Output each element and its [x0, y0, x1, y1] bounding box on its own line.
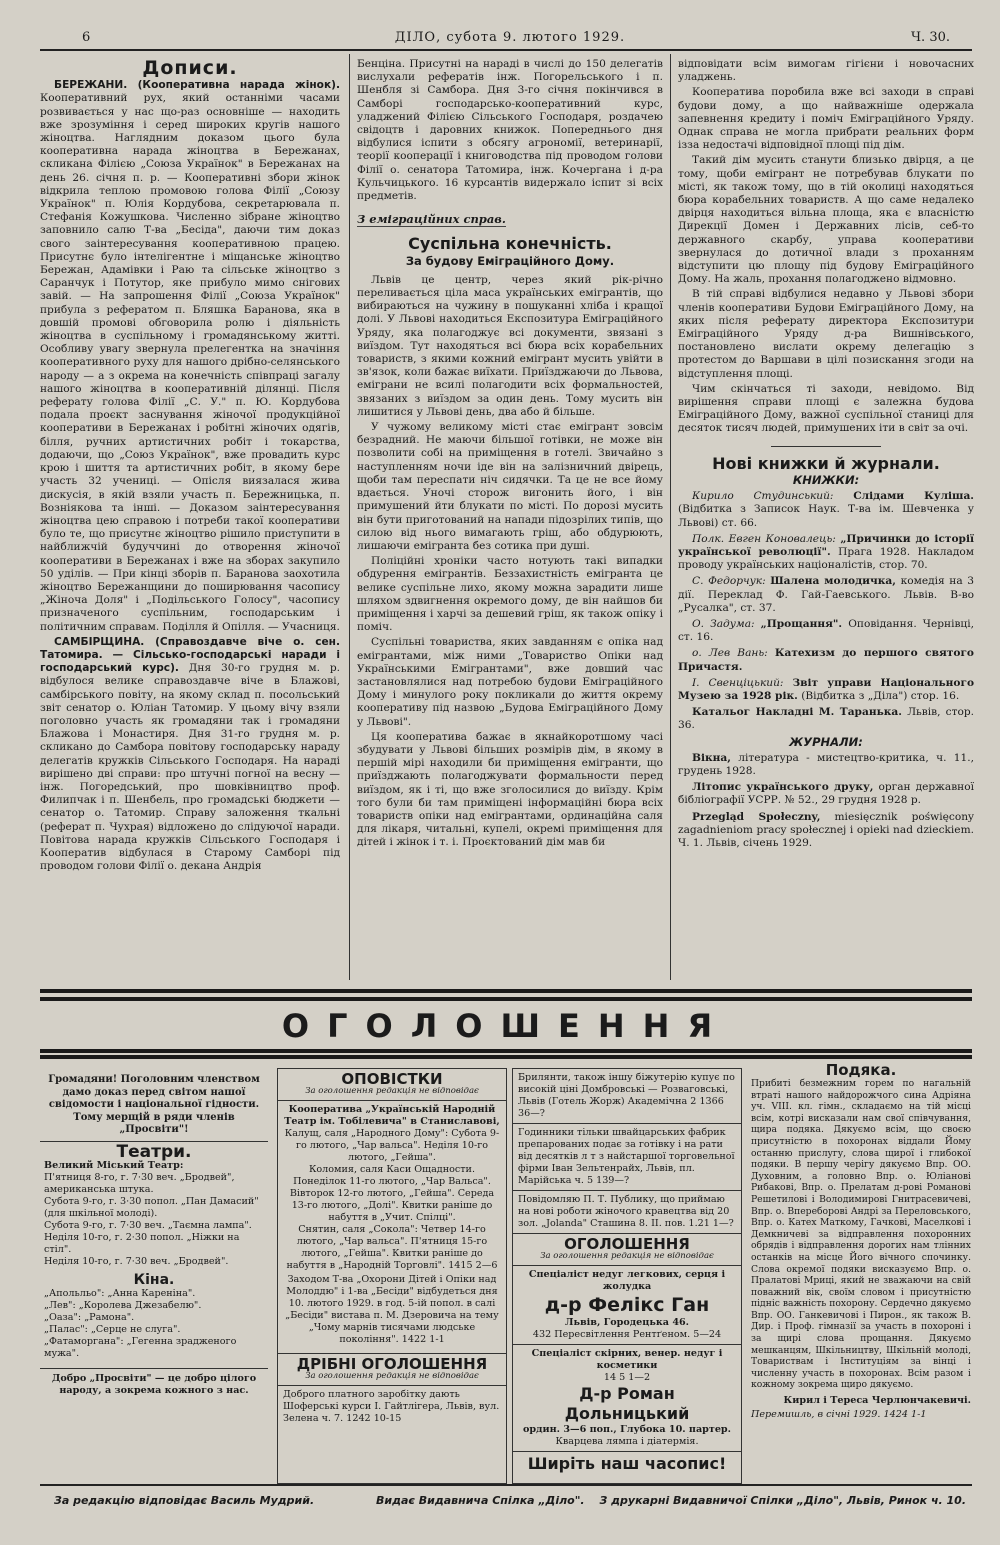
article-text: Кооперативний рух, який останніми часами розвивається у нас що-раз основніше — находить вже зрозуміння і серед широких кругів нашого жіноцтва. Наглядним доказом цього була кооперативна нарада жіноцтва в Бережанах, скликана Філією „Союза Українок" в Бережанах на день 26. січня п. р. — Кооперативні збори жінок відкрила теплою промовою голова Філії „Союзу Українок" п. Юлія Кордубова, секретарювала п. Стефанія Кожушкова. Численно зібране жіноцтво заповнило салю Т-ва „Бесіда", даючи тим доказ свого заінтересування кооперативною працею. Присутнє було інтелігентне і міщанське жіноцтво Бережан, Адамівки і Раю та сільське жіноцтво з Саранчук і Потутор, яке прибуло мимо снігових завій. — На запрошення Філії „Союза Українок" прибула з рефератом п. Бляшка Баранова, яка в довшій промові обговорила ролю і діяльність жіноцтва в суспільному і громадянському житті. Особливу увагу звернула прелегентка на значіння кооперативного руху для нашого дрібно-селянського народу — а з окрема на конечність співпраці загалу нашого жіноцтва в кооперативній ділянці. Після реферату голова Філії „С. У." п. Ю. Кордубова подала проєкт заснування жіночої продукційної кооперативи в Бережанах і робітні жіночих одягів, білля, ручних артистичних робіт і токарства, додаючи, що „Союз Українок", вже провадить курс крою і шиття та артистичних робіт, в якому бере участь 32 учениці. — Опісля виязалася жива дискусія, в якій взяли участь п. Бережницька, п. Возніякова та інші. — Доказом заінтересування жіноцтва цею справою і потреби такої кооперативи було те, що присутнє жіноцтво рішило приступити в найближчій будуччині до отворення жіночої кооперативи в Бережанах і вже на зборах закупило 50 уділів. — При кінці зборів п. Баранова заохотила жіноцтво Бережанщини до поширювання часопису „Жіноча Доля" і „Подільського Голосу", часопису призначеного суспільним, господарським і політичним справам. Поділля й Опілля. — Учасниця.	[40, 92, 340, 633]
disclaimer: За оголошення редакція не відповідає	[278, 1085, 506, 1101]
ad-watches: Годинники тільки швайцарських фабрик препарованих подає за готівку і на рати від десятків л т з найстаршої торговельної фірми Іван Зельтенрайх, Львів, пл. Марійська ч. 5 139—?	[513, 1124, 741, 1191]
article-lead: БЕРЕЖАНИ. (Кооперативна нарада жінок).	[54, 79, 340, 92]
header-rule	[40, 49, 972, 51]
ads-banner	[40, 989, 972, 1057]
article-paragraph: Львів це центр, через який рік-річно переливається ціла маса українських емігрантів, що вибираються на чужину в пошуканні хліба і кращої долі. У Львові находиться Експозитура Еміграційного Уряду, яка полагоджує всі документи, звязані з виїздом. Тут находяться всі бюра всіх корабельних товариств, з якими кожний емігрант мусить увійти в зв'язок, коли бажає виїхати. Приїзджаючи до Львова, еміграни не всилі полагодити всіх формальностей, звязаних з виїздом за один день. Тому мусить він лишитися у Львові день, два або й більше.	[357, 273, 663, 418]
ad-tailoring: Повідомляю П. Т. Публику, що приймаю на нові роботи жіночого кравецтва від 20 зол. „Jolanda" Сташина 8. ІІ. пов. 1.21 1—?	[513, 1191, 741, 1234]
ads-title: ОГОЛОШЕННЯ	[281, 1007, 731, 1045]
doctor-info: Кварцева лямпа і діатермія.	[555, 1436, 699, 1447]
journal-entry: Літопис українського друку, орган державної бібліографії УСРР. № 52., 29 грудня 1928 р.	[678, 781, 974, 807]
journal-entry: Вікна, літературa - мистецтво-критика, ч. 11., грудень 1928.	[678, 751, 974, 777]
doctor-address: Львів, Городецька 46.	[564, 1317, 690, 1328]
cinema-line: „Оаза": „Рамона".	[44, 1311, 135, 1323]
article-lead: САМБІРЩИНА. (Справоздавче віче о. сен. Татомира. — Сільсько-господарські наради і господарський курс).	[40, 635, 340, 675]
book-entry: Кирило Студинський: Слідами Куліша. (Відбитка з Записок Наук. Т-ва ім. Шевченка у Львові) ст. 66.	[678, 490, 974, 529]
book-list	[678, 490, 974, 732]
doctor-ad-1	[513, 1266, 741, 1345]
doctor-name: д-р Фелікс Ган	[544, 1294, 710, 1316]
footer-rule	[40, 1484, 972, 1486]
middle-ads-box	[512, 1068, 742, 1484]
theatre-line: Неділя 10-го, г. 7·30 веч. „Бродвей".	[44, 1255, 229, 1267]
doctor-name: Д-р Роман Дольницький	[564, 1384, 690, 1423]
cinemas-title: Кіна.	[133, 1271, 175, 1288]
article-paragraph: В тій справі відбулися недавно у Львові збори членів кооперативи Будови Еміграційного Дому, на яких після реферату директора Експозитури Еміграційного Уряду д-ра Вишнівського, постановлено вислати окрему делегацію з протестом до Варшави в цілі позискання згоди на відступлення площі.	[678, 288, 974, 380]
ad-jewelry: Брилянти, також іншу біжутерію купує по високій ціні Домбровські — Розваговські, Львів (Готель Жорж) Академічна 2 1366 36—?	[513, 1069, 741, 1124]
cinema-line: „Палас": „Серце не слуга".	[44, 1323, 181, 1335]
article-text: Дня 30-го грудня м. р. відбулося велике справоздавче віче в Блажові, самбірського повіту, на якому склад п. посольський звіт сенатор о. Юліан Татомир. У цьому вічу взяли поголовно участь як громадяни так і громадяни Блажова і Монастиря. Дня 31-го грудня м. р. скликано до Самбора повітову господарську нараду делегатів кружків Сільського Господаря. На нараді вирішено дві справи: про штучні погної на весну — інж. Погоредський, про шовківництво проф. Филипчак і п. Шенбель, про громадські бюджети — сенатор о. Татомир. Справу заложення ткальні (реферат п. Чухрая) відложено до слідуючої наради. Повітова нарада кружків Сільського Господаря і Кооператив відбулася в Старому Самборі під проводом голови Філії о. декана Андрія	[40, 662, 340, 873]
announcements-box	[277, 1068, 507, 1484]
newspaper-slogan: Ширіть наш часопис!	[527, 1454, 727, 1473]
ads-subtitle: ОГОЛОШЕННЯ	[564, 1235, 690, 1253]
cinema-line: „Апольльо": „Анна Кареніна".	[44, 1287, 196, 1299]
article-paragraph: Кооператива поробила вже всі заходи в справі будови дому, а що найважніше одержала запевнення кредиту і поміч Еміграційного Уряду. Однак справа не могла прибрати реальних форм ізза недостачі відповідної площі під дім.	[678, 86, 974, 152]
ads-left-column	[40, 1070, 268, 1482]
banner-stripe	[40, 1049, 972, 1053]
column-divider	[670, 54, 671, 980]
article-paragraph: Суспільні товариства, яких завданням є опіка над емігрантами, між ними „Товариство Опіки над Українськими Емігрантами", вже довший час застановлялися над потребою будови Еміграційного Дому і минулого року покликали до життя окрему кооперативу під назвою „Будова Еміграційного Дому у Львові".	[357, 636, 663, 728]
article-paragraph: відповідати всім вимогам гігієни і новочасних уладжень.	[678, 58, 974, 84]
article-paragraph: Такий дім мусить станути близько двірця, а це тому, щоби емігрант не потребував блукати по місті, як також тому, що в тій околиці находяться бюра корабельних товариств. А що саме недалеко двірця находиться вільна площа, яка є власністю Дирекції Домен і Державних лісів, себ-то державного скарбу, управа кооперативи звернулася до дотичної влади з проханням відступити цю площу під будову Еміграційного Дому. На жаль, прохання полагоджено відмовно.	[678, 154, 974, 286]
journal-entry: Przegląd Społeczny, miesięcznik poświęcony zagadnieniom pracy społecznej i opieki nad dzieckiem. Ч. 1. Львів, січень 1929.	[678, 810, 974, 849]
doctor-specialty: Спеціаліст скірних, венер. недуг і косметики	[531, 1348, 723, 1371]
announcement-line: Калущ, саля „Народного Дому": Субота 9-го лютого, „Чар вальса". Неділя 10-го лютого, „Гейша".	[284, 1128, 500, 1163]
article-sambir	[40, 636, 340, 874]
footer-publisher: Видає Видавнича Спілка „Діло".	[376, 1494, 585, 1507]
thanks-title: Подяка.	[825, 1061, 897, 1079]
column-divider	[349, 54, 350, 980]
small-ads-title: ДРІБНІ ОГОЛОШЕННЯ	[296, 1355, 488, 1373]
section-heading: З еміграційних справ.	[357, 212, 506, 227]
journals-subheading: ЖУРНАЛИ:	[789, 734, 863, 749]
theatres-title: Театри.	[116, 1141, 192, 1162]
theatre-line: П'ятниця 8-го, г. 7·30 веч. „Бродвей", американська штука.	[44, 1171, 235, 1195]
separator-rule	[771, 446, 881, 447]
theatre-line: Великий Міський Театр:	[44, 1159, 184, 1171]
thanks-text: Прибиті безмежним горем по нагальній втраті нашого найдорожчого сина Адріяна уч. VIII. кл. гімн., складаємо на тій місці всім, котрі висказали нам свої співчування, щира подяка. Дякуємо всім, що своєю присутністю в похоронах віддали Йому останню прислугу, слова щирої і глибокої подяки. В першу черігу дякуємо Впр. ОО. Духовним, а головно Впр. о. Юліанові Рибакові, Впр. о. Прелатам д-рові Романові Решетилові і Володимирові Гнитрасевичеві, Впр. о. Впереборові Андрі за Переловського, Впр. о. Катех Маткому, Гачкові, Маселкові і Демкничеві за відправлення похоронних обрядів і відправлення дорогих нам тлінних останків на місце Його вічного спочинку. Слова окремої подяки висказуємо Впр. о. Пралатові Мриці, який не зважаючи на свій поважний вік, своїм словом і присутністю підніс важність похорону. Сердечно дякуємо Впр. ОО. Ганкевичові і Пирон., як також В. Дир. і Проф. гімназії за участь в похороні і за щирі слова прощання. Дякуємо мешканцям, Шкільництву, Шкільній молоді, Товариствам і Інституціям за вінці і численну участь в похоронах. Всім разом і кожному зокрема щиро дякуємо.	[751, 1078, 971, 1391]
cinema-line: „Фатаморгана": „Гегенна зрадженого мужа".	[44, 1335, 237, 1359]
doctor-specialty: Спеціаліст недуг легкових, серця і жолудка	[528, 1269, 726, 1292]
article-text: Бенціна. Присутні на нараді в числі до 150 делегатів вислухали рефератів інж. Погорельського і п. Шенбля зі Самбора. Дня 3-го січня покінчився в Самборі господарсько-кооперативний курс, уладжений Філією Сільського Господаря, роздачею свідоцтв і даровних книжок. Попереднього дня відбулися іспити з обсягу агрономії, ветеринарії, теорії кооперації і книговодства під проводом голови Філії о. сенатора Татомира, інж. Кочергана і д-ра Кульчицького. 16 курсантів видержало іспит зі всіх предметів.	[357, 58, 663, 203]
article-paragraph: Ця кооператива бажає в якнайкоротшому часі збудувати у Львові більших розмірів дім, в якому в першій мірі находили би приміщення емігранти, що приїзджають полагоджувати формальности перед виїздом, як і ті, що вже зголосилися до виїзду. Крім того були би там приміщені інформаційні бюра всіх товариств опіки над емігрантами, ординаційна саля для лікаря, читальні, купелі, окремі приміщення для дітей і жінок і т. і. Проєктований дім мав би	[357, 730, 663, 849]
banner-stripe	[40, 989, 972, 993]
theatre-listings	[40, 1158, 268, 1270]
announcements-title: ОПОВІСТКИ	[341, 1070, 443, 1088]
thanks-place: Перемишль, в січні 1929. 1424 1-1	[751, 1409, 927, 1421]
prosvita-appeal: Громадяни! Поголовним членством дамо доказ перед світом нашої свідомости і національної гідности. Тому мерщій в ряди членів „Просвіти"!	[40, 1070, 268, 1142]
section-title: Дописи.	[142, 58, 238, 79]
article-title: Суспільна конечність.	[408, 234, 612, 254]
footer-editor: За редакцію відповідає Василь Мудрий.	[54, 1494, 315, 1507]
page-number: 6	[82, 30, 91, 45]
small-ad: Доброго платного заробітку дають Шоферські курси І. Гайтлігера, Львів, вул. Зелена ч. 7. 1242 10-15	[283, 1389, 500, 1424]
theatre-line: Субота 9-го, г. 7·30 веч. „Таємна лампа".	[44, 1219, 252, 1231]
book-entry: І. Свенціцький: Звіт управи Національного Музею за 1928 рік. (Відбитка з „Діла") стор. 16.	[678, 676, 974, 702]
article-subtitle: За будову Еміграційного Дому.	[405, 253, 615, 268]
thanks-notice	[748, 1060, 974, 1482]
article-paragraph: Чим скінчаться ті заходи, невідомо. Від вирішення справи площі є залежна будова Еміграційного Дому, важної суспільної станиці для десяток тисяч людей, примушених іти в світ за очі.	[678, 382, 974, 435]
footer-printer: З друкарні Видавничої Спілки „Діло", Львів, Ринок ч. 10.	[599, 1494, 966, 1507]
column-emigration	[357, 58, 663, 980]
announcement-line: Коломия, саля Каси Ощадности. Понеділок 11-го лютого, „Чар Вальса". Вівторок 12-го лютого, „Гейша". Середа 13-го лютого, „Долі". Квитки раніше до набуття в „Учит. Спілці".	[289, 1164, 495, 1223]
books-subheading: КНИЖКИ:	[792, 472, 860, 487]
announcement-line: Заходом Т-ва „Охорони Дітей і Опіки над Молоддю" і 1-ва „Бесіди" відбудеться дня 10. лютого 1929. в год. 5-ій попол. в салі „Бесіди" вистава п. М. Дзеровича на тему „Чому марнів тисячами людське покоління". 1422 1-1	[285, 1274, 499, 1345]
ad-code: 14 5 1—2	[603, 1372, 651, 1383]
books-title: Нові книжки й журнали.	[712, 453, 940, 473]
theatre-line: Субота 9-го, г. 3·30 попол. „Пан Дамасий" (для шкільної молоді).	[44, 1195, 259, 1219]
article-paragraph: У чужому великому місті стає емігрант зовсім безрадний. Не маючи більшої готівки, не може він позволити собі на приміщення в готелі. Звичайно з наступленням ночи іде він на залізничний двірець, щоби там переспати ніч сидячки. Та це не все йому вдається. Уночі сторож вигонить його, і він примушений йти блукати по місті. По дорозі мусить він бути приготований на напади підозрілих типів, що силою від нього вимагають гріш, або обдурюють, лишаючи емігранта без сотика при душі.	[357, 421, 663, 552]
disclaimer: За оголошення редакція не відповідає	[513, 1250, 741, 1266]
thanks-signature: Кирил і Тереса Черлюнчакевичі.	[783, 1395, 971, 1407]
cinema-listings	[40, 1286, 268, 1362]
book-entry: Катальог Накладні М. Таранька. Львів, стор. 36.	[678, 706, 974, 732]
issue-number: Ч. 30.	[911, 30, 950, 45]
announcement-line: Кооператива „Українській Народній Театр ім. Тобілевича" в Станиславові,	[284, 1104, 500, 1127]
article-paragraph: Поліційні хроніки часто нотують такі випадки обдурення емігрантів. Беззахистність емігранта це велике суспільне лихо, якому можна зарадити лише шляхом здвигнення окремого дому, де він найшов би приміщення і харчі за дешевий гріш, як також опіку і поміч.	[357, 555, 663, 634]
running-header	[60, 28, 960, 50]
announcement-line: Снятин, саля „Сокола": Четвер 14-го лютого, „Чар вальса". П'ятниця 15-го лютого, „Гейша". Квитки раніше до набуття в „Народній Торговлі". 1415 2—6	[286, 1224, 498, 1271]
doctor-info: 432 Пересвітлення Рентґеном. 5—24	[532, 1329, 722, 1340]
book-entry: о. Лев Вань: Катехизм до першого святого Причастя.	[678, 647, 974, 673]
masthead: ДІЛО, субота 9. лютого 1929.	[394, 30, 626, 45]
doctor-hours: ордин. 3—6 поп., Глубока 10. партер.	[523, 1424, 731, 1435]
prosvita-slogan: Добро „Просвіти" — це добро цілого народу, а зокрема кожного з нас.	[40, 1368, 268, 1397]
column-correspondence	[40, 58, 340, 980]
book-entry: Полк. Евген Коновалець: „Причинки до історії української революції". Прага 1928. Накладом проводу українських націоналістів, стор. 70.	[678, 532, 974, 572]
article-berezhany	[40, 79, 340, 634]
banner-stripe	[40, 1055, 972, 1059]
book-entry: О. Задума: „Прощання". Оповідання. Чернівці, ст. 16.	[678, 617, 974, 644]
book-entry: С. Федорчук: Шалена молодичка, комедія на 3 дії. Переклад Ф. Гай-Гаевського. Львів. В-во „Русалка", ст. 37.	[678, 575, 974, 614]
theatre-line: Неділя 10-го, г. 2·30 попол. „Ніжки на стіл".	[44, 1231, 240, 1255]
announcements-text	[278, 1101, 506, 1349]
banner-stripe	[40, 997, 972, 1001]
column-books	[678, 58, 974, 980]
cinema-line: „Лев": „Королева Джезабелю".	[44, 1299, 202, 1311]
doctor-ad-2	[513, 1345, 741, 1452]
disclaimer: За оголошення редакція не відповідає	[278, 1370, 506, 1386]
